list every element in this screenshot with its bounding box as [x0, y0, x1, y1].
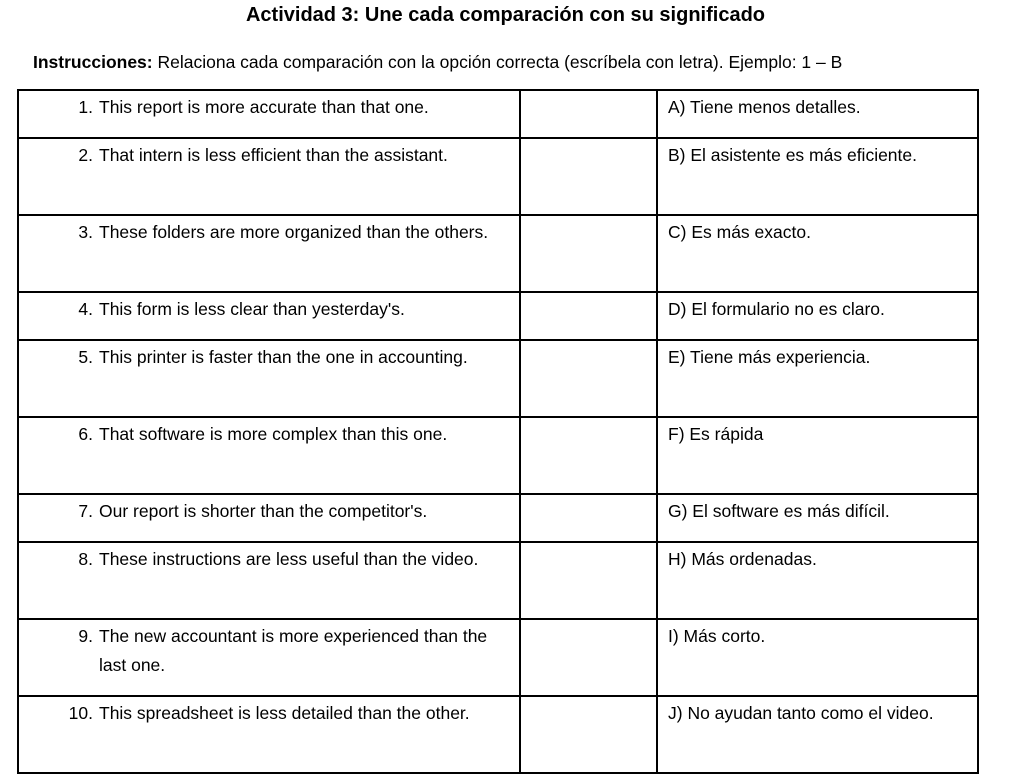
answer-blank[interactable]	[520, 542, 657, 619]
table-row	[18, 542, 978, 619]
question-number: 1.	[78, 97, 93, 117]
table-row	[18, 340, 978, 417]
question-text: This report is more accurate than that one.	[99, 97, 429, 117]
question-text: This printer is faster than the one in accounting.	[99, 347, 468, 367]
question-cell	[18, 542, 520, 619]
question-text: These instructions are less useful than the video.	[99, 549, 479, 569]
question-text: Our report is shorter than the competitor's.	[99, 501, 428, 521]
question-number: 6.	[78, 424, 93, 444]
question-cell	[18, 340, 520, 417]
question-cell	[18, 215, 520, 292]
matching-table	[17, 89, 979, 774]
question-number: 5.	[78, 347, 93, 367]
table-row	[18, 417, 978, 494]
option-text: F) Es rápida	[657, 417, 978, 494]
option-text: C) Es más exacto.	[657, 215, 978, 292]
question-cell	[18, 619, 520, 696]
option-text: A) Tiene menos detalles.	[657, 90, 978, 138]
question-text: That intern is less efficient than the assistant.	[99, 145, 448, 165]
table-row	[18, 90, 978, 138]
question-number: 9.	[78, 626, 93, 646]
option-text: G) El software es más difícil.	[657, 494, 978, 542]
question-text: The new accountant is more experienced than the last one.	[99, 626, 488, 675]
question-number: 3.	[78, 222, 93, 242]
question-cell	[18, 494, 520, 542]
option-text: E) Tiene más experiencia.	[657, 340, 978, 417]
answer-blank[interactable]	[520, 619, 657, 696]
answer-blank[interactable]	[520, 494, 657, 542]
answer-blank[interactable]	[520, 90, 657, 138]
answer-blank[interactable]	[520, 696, 657, 773]
option-text: I) Más corto.	[657, 619, 978, 696]
table-row	[18, 292, 978, 340]
question-cell	[18, 696, 520, 773]
option-text: H) Más ordenadas.	[657, 542, 978, 619]
question-cell	[18, 417, 520, 494]
option-text: D) El formulario no es claro.	[657, 292, 978, 340]
instructions	[33, 50, 842, 74]
answer-blank[interactable]	[520, 292, 657, 340]
question-cell	[18, 292, 520, 340]
option-text: B) El asistente es más eficiente.	[657, 138, 978, 215]
answer-blank[interactable]	[520, 340, 657, 417]
question-text: This form is less clear than yesterday's.	[99, 299, 405, 319]
option-text: J) No ayudan tanto como el video.	[657, 696, 978, 773]
question-number: 4.	[78, 299, 93, 319]
question-cell	[18, 138, 520, 215]
table-row	[18, 619, 978, 696]
question-number: 2.	[78, 145, 93, 165]
question-number: 10.	[68, 703, 93, 723]
table-row	[18, 215, 978, 292]
instructions-text: Relaciona cada comparación con la opción correcta (escríbela con letra). Ejemplo: 1 – B	[152, 52, 843, 72]
answer-blank[interactable]	[520, 215, 657, 292]
page-title: Actividad 3: Une cada comparación con su significado	[245, 4, 765, 26]
table-row	[18, 696, 978, 773]
question-text: This spreadsheet is less detailed than the other.	[99, 703, 470, 723]
table-row	[18, 138, 978, 215]
instructions-label: Instrucciones:	[33, 52, 153, 72]
question-number: 8.	[78, 549, 93, 569]
answer-blank[interactable]	[520, 417, 657, 494]
question-text: That software is more complex than this one.	[99, 424, 448, 444]
question-text: These folders are more organized than the others.	[99, 222, 489, 242]
answer-blank[interactable]	[520, 138, 657, 215]
question-cell	[18, 90, 520, 138]
question-number: 7.	[78, 501, 93, 521]
table-row	[18, 494, 978, 542]
